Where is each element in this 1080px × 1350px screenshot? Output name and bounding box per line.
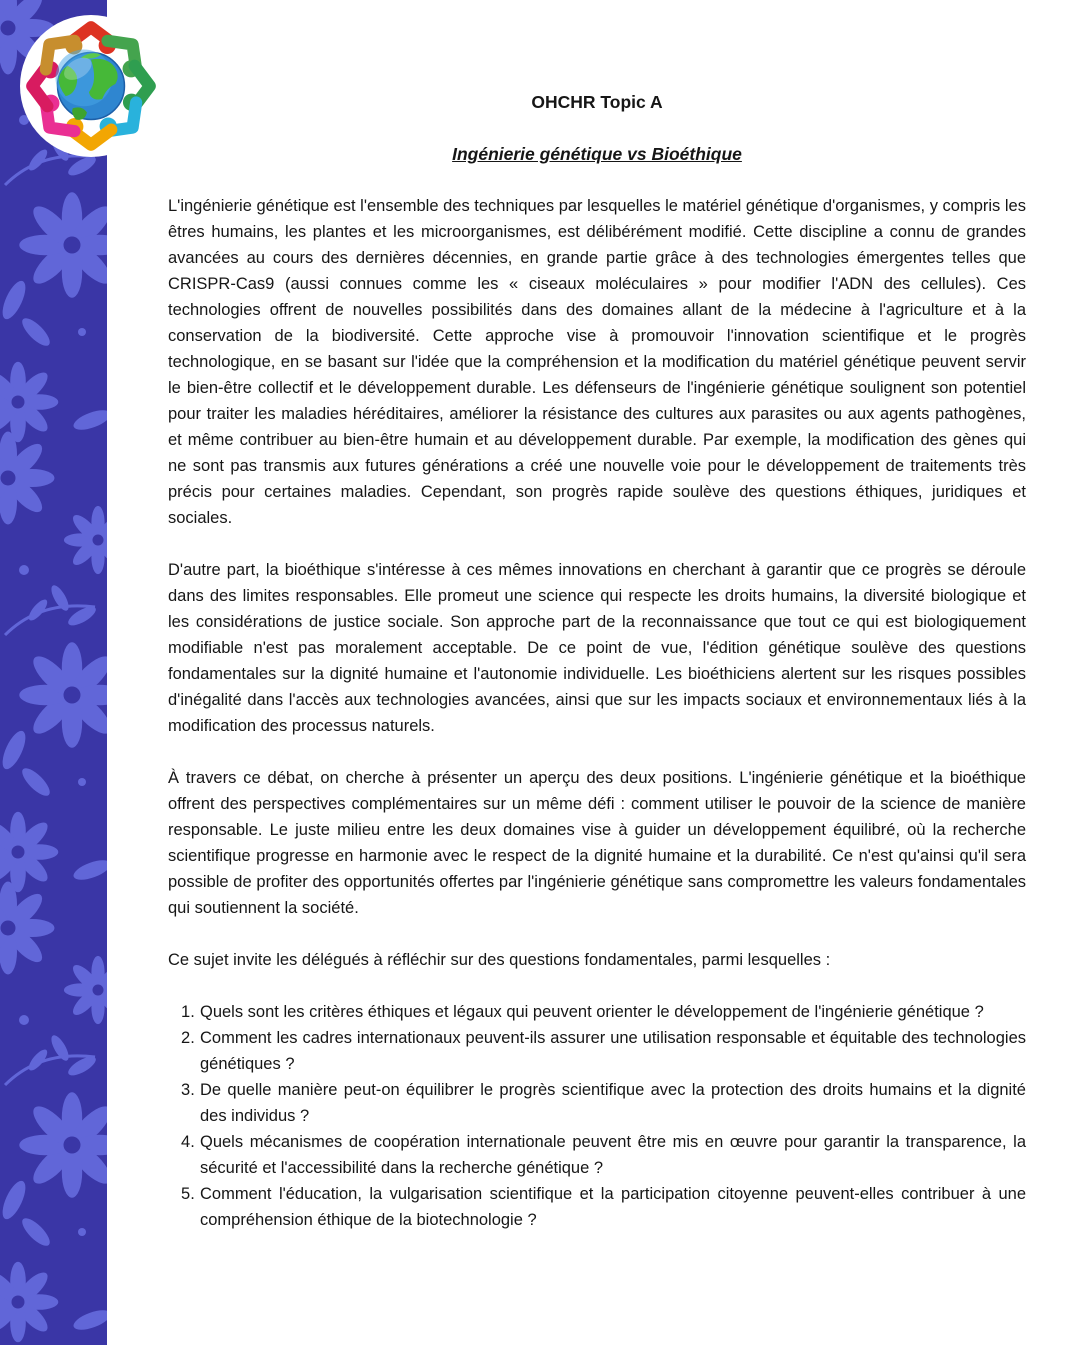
questions-list [168,999,1026,1233]
question-item-5: Comment l'éducation, la vulgarisation scientifique et la participation citoyenne peuvent-elles contribuer à une compréhension éthique de la biotechnologie ? [200,1185,1026,1229]
paragraph-debate: À travers ce débat, on cherche à présenter un aperçu des deux positions. L'ingénierie génétique et la bioéthique offrent des perspectives complémentaires sur un même défi : comment utiliser le pouvoir de la science de manière responsable. Le juste milieu entre les deux domaines vise à guider un développement équilibré, où la recherche scientifique progresse en harmonie avec le respect de la dignité humaine et la durabilité. Ce n'est qu'ainsi qu'il sera possible de profiter des opportunités offertes par l'ingénierie génétique sans compromettre les valeurs fondamentales qui soutiennent la société. [168,769,1026,917]
unity-globe-logo [20,14,162,158]
question-item-2: Comment les cadres internationaux peuvent-ils assurer une utilisation responsable et équitable des technologies génétiques ? [200,1029,1026,1073]
unity-globe-logo-graphic [20,14,162,158]
floral-pattern-graphic [0,0,107,1345]
paragraph-invitation: Ce sujet invite les délégués à réfléchir sur des questions fondamentales, parmi lesquelles : [168,951,831,969]
page-subtitle: Ingénierie génétique vs Bioéthique [452,144,742,164]
decorative-sidebar [0,0,107,1345]
question-item-3: De quelle manière peut-on équilibrer le progrès scientifique avec la protection des droits humains et la dignité des individus ? [200,1081,1026,1125]
document-content [168,89,1026,1233]
question-item-1: Quels sont les critères éthiques et légaux qui peuvent orienter le développement de l'ingénierie génétique ? [200,1003,984,1021]
paragraph-bioethics: D'autre part, la bioéthique s'intéresse à ces mêmes innovations en cherchant à garantir que ce progrès se déroule dans des limites responsables. Elle promeut une science qui respecte les droits humains, la diversité biologique et les considérations de justice sociale. Son approche part de la reconnaissance que tout ce qui est biologiquement modifiable n'est pas moralement acceptable. De ce point de vue, l'édition génétique soulève des questions fondamentales sur la dignité humaine et l'autonomie individuelle. Les bioéthiciens alertent sur les risques possibles d'inégalité dans l'accès aux technologies avancées, ainsi que sur les impacts sociaux et environnementaux liés à la modification des processus naturels. [168,561,1026,735]
paragraph-genetic-engineering: L'ingénierie génétique est l'ensemble des techniques par lesquelles le matériel génétique d'organismes, y compris les êtres humains, les plantes et les microorganismes, est délibérément modifié. Cette discipline a connu de grandes avancées au cours des dernières décennies, en grande partie grâce à des technologies émergentes telles que CRISPR-Cas9 (aussi connues comme les « ciseaux moléculaires » pour modifier l'ADN des cellules). Ces technologies offrent de nouvelles possibilités dans des domaines allant de la médecine à l'agriculture et à la conservation de la biodiversité. Cette approche vise à promouvoir l'innovation scientifique et le progrès technologique, en se basant sur l'idée que la compréhension et la modification du matériel génétique peuvent servir le bien-être collectif et le développement durable. Les défenseurs de l'ingénierie génétique soulignent son potentiel pour traiter les maladies héréditaires, améliorer la résistance des cultures aux parasites ou aux agents pathogènes, et même contribuer au bien-être humain et au développement durable. Par exemple, la modification des gènes qui ne sont pas transmis aux futures générations a créé une nouvelle voie pour le développement de traitements très précis pour certaines maladies. Cependant, son progrès rapide soulève des questions éthiques, juridiques et sociales. [168,197,1026,527]
question-item-4: Quels mécanismes de coopération internationale peuvent être mis en œuvre pour garantir la transparence, la sécurité et l'accessibilité dans la recherche génétique ? [200,1133,1026,1177]
page-title: OHCHR Topic A [531,92,663,112]
